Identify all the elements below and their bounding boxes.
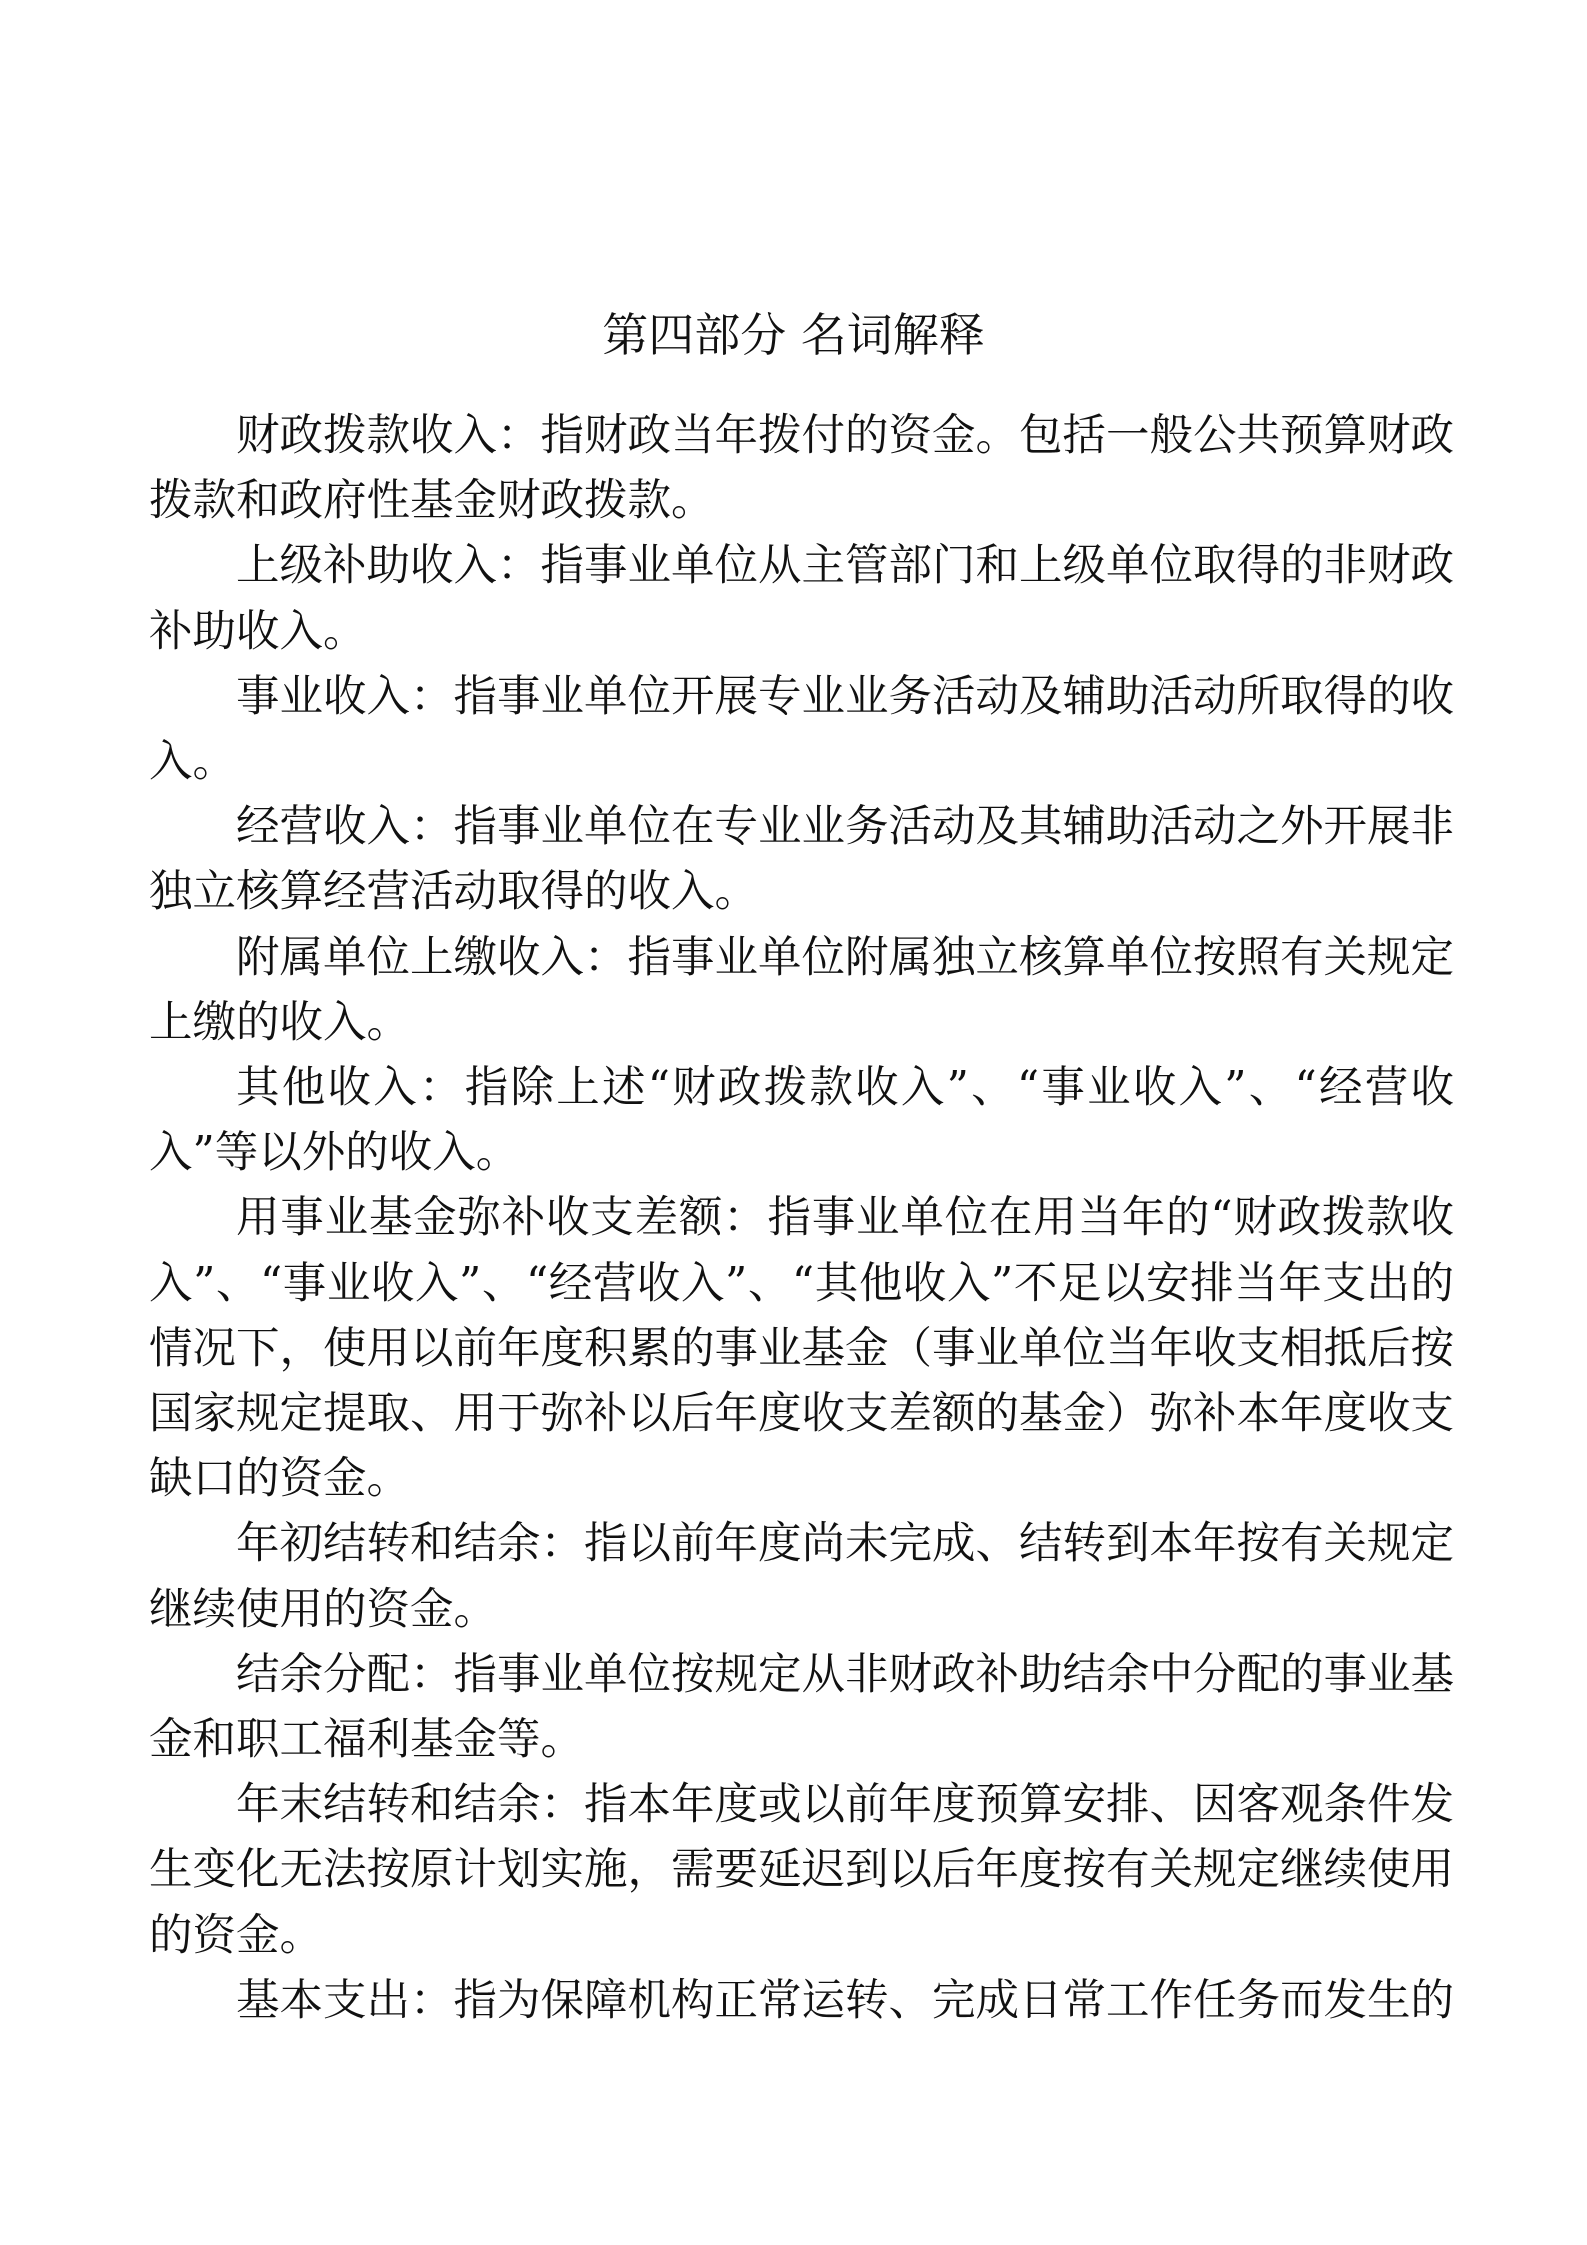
glossary-entry [149, 1056, 1454, 1186]
term: 基本支出： [236, 1975, 454, 2026]
definition: 指以前年度尚未完成、结转到本年按有关规定继续使用的资金。 [149, 1519, 1454, 1635]
glossary-entry [149, 1186, 1454, 1512]
term: 年末结转和结余： [236, 1780, 584, 1831]
term: 上级补助收入： [236, 541, 541, 592]
glossary-entry [149, 795, 1454, 925]
glossary-entry [149, 1969, 1454, 2034]
glossary-entry [149, 1643, 1454, 1773]
term: 财政拨款收入： [236, 411, 541, 461]
glossary-entry [149, 1773, 1454, 1969]
glossary-entry [149, 534, 1454, 664]
term: 年初结转和结余： [236, 1519, 584, 1570]
definition: 指为保障机构正常运转、完成日常工作任务而发生的 [453, 1975, 1454, 2026]
definition: 指事业单位在用当年的“财政拨款收入”、“事业收入”、“经营收入”、“其他收入”不足以安排当年支出的情况下，使用以前年度积累的事业基金（事业单位当年收支相抵后按国家规定提取、用于弥补以后年度收支差额的基金）弥补本年度收支缺口的资金。 [149, 1193, 1454, 1505]
definition: 指事业单位开展专业业务活动及辅助活动所取得的收入。 [149, 671, 1454, 788]
definition: 指财政当年拨付的资金。包括一般公共预算财政拨款和政府性基金财政拨款。 [149, 411, 1454, 527]
definition: 指事业单位从主管部门和上级单位取得的非财政补助收入。 [149, 541, 1454, 657]
term: 附属单位上缴收入： [236, 932, 628, 983]
term: 事业收入： [236, 671, 454, 722]
glossary-entry [149, 404, 1454, 534]
definition: 指本年度或以前年度预算安排、因客观条件发生变化无法按原计划实施，需要延迟到以后年度按有关规定继续使用的资金。 [149, 1780, 1454, 1961]
definition: 指事业单位在专业业务活动及其辅助活动之外开展非独立核算经营活动取得的收入。 [149, 802, 1454, 918]
term: 其他收入： [236, 1063, 465, 1114]
definition: 指事业单位附属独立核算单位按照有关规定上缴的收入。 [149, 932, 1454, 1048]
glossary-entry [149, 1512, 1454, 1642]
glossary-entry [149, 665, 1454, 795]
definition: 指除上述“财政拨款收入”、“事业收入”、“经营收入”等以外的收入。 [149, 1063, 1454, 1179]
term: 用事业基金弥补收支差额： [236, 1193, 768, 1244]
definition: 指事业单位按规定从非财政补助结余中分配的事业基金和职工福利基金等。 [149, 1649, 1454, 1766]
term: 结余分配： [236, 1649, 454, 1700]
page-title: 第四部分 名词解释 [602, 308, 985, 362]
term: 经营收入： [236, 802, 454, 853]
glossary-entry [149, 926, 1454, 1056]
glossary [149, 404, 1454, 2034]
